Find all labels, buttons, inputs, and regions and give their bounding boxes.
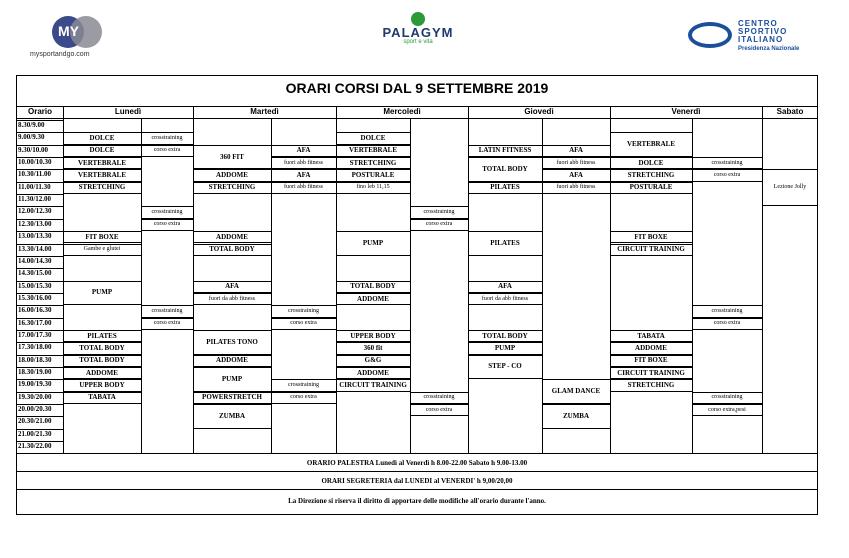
course-cell: fuori da abb fitness xyxy=(468,293,542,305)
course-cell: AFA xyxy=(542,169,610,181)
csi-mark-icon xyxy=(688,22,732,48)
course-cell: UPPER BODY xyxy=(63,379,141,391)
course-cell: DOLCE xyxy=(63,132,141,144)
course-cell: ADDOME xyxy=(610,342,692,354)
course-cell: 360 fit xyxy=(336,342,410,354)
course-cell: corso extra xyxy=(692,318,762,330)
course-cell: fino leb 11,15 xyxy=(336,182,410,194)
header-martedi: Martedì xyxy=(250,107,279,116)
time-slot: 14.30/15.00 xyxy=(18,269,52,278)
course-cell: crosstraining xyxy=(141,206,193,218)
course-cell: AFA xyxy=(468,281,542,293)
time-slot: 16.30/17.00 xyxy=(18,318,52,327)
course-cell: Gambe e glutei xyxy=(63,244,141,256)
course-cell: CIRCUIT TRAINING xyxy=(610,244,692,256)
course-cell: corso extra xyxy=(692,169,762,181)
course-cell: PILATES xyxy=(468,231,542,256)
course-cell: crosstraining xyxy=(141,305,193,317)
course-cell: PILATES TONO xyxy=(193,330,271,355)
time-slot: 17.30/18.00 xyxy=(18,343,52,352)
course-cell: STRETCHING xyxy=(336,157,410,169)
course-cell: VERTEBRALE xyxy=(610,132,692,157)
course-cell: G&G xyxy=(336,355,410,367)
time-slot: 9.30/10.00 xyxy=(18,145,48,154)
course-cell: corso extra xyxy=(141,318,193,330)
csi-line2: SPORTIVO xyxy=(738,27,788,36)
course-cell: GLAM DANCE xyxy=(542,379,610,404)
sub-column-line xyxy=(141,118,142,453)
header-lunedi: Lunedì xyxy=(114,107,142,116)
footer-divider-2 xyxy=(16,489,818,490)
csi-logo xyxy=(688,20,818,52)
mysportandgo-logo xyxy=(30,16,125,56)
header-venerdi: Venerdì xyxy=(671,107,701,116)
course-cell: ADDOME xyxy=(193,231,271,243)
course-cell: TOTAL BODY xyxy=(63,342,141,354)
course-cell: corso extra,pesi xyxy=(692,404,762,416)
course-cell: CIRCUIT TRAINING xyxy=(610,367,692,379)
course-cell: STEP - CO xyxy=(468,355,542,380)
course-cell: DOLCE xyxy=(336,132,410,144)
course-cell: VERTEBRALE xyxy=(336,145,410,157)
time-slot: 8.30/9.00 xyxy=(18,121,45,129)
course-cell: PUMP xyxy=(193,367,271,392)
course-cell: TOTAL BODY xyxy=(468,157,542,182)
course-cell: PILATES xyxy=(468,182,542,194)
time-slot: 14.00/14.30 xyxy=(18,256,52,265)
course-cell: crosstraining xyxy=(410,392,468,404)
course-cell: ZUMBA xyxy=(542,404,610,429)
course-cell: POWERSTRETCH xyxy=(193,392,271,404)
time-slot: 20.00/20.30 xyxy=(18,405,52,414)
time-slot: 17.00/17.30 xyxy=(18,330,52,339)
time-slot: 18.00/18.30 xyxy=(18,355,52,364)
course-cell: PUMP xyxy=(63,281,141,306)
course-cell: FIT BOXE xyxy=(610,355,692,367)
course-cell: AFA xyxy=(193,281,271,293)
course-cell: crosstraining xyxy=(692,392,762,404)
course-cell: AFA xyxy=(271,145,336,157)
course-cell: crosstraining xyxy=(410,206,468,218)
course-cell: DOLCE xyxy=(63,145,141,157)
course-cell: corso extra xyxy=(271,392,336,404)
course-cell: TABATA xyxy=(63,392,141,404)
time-slot: 20.30/21.00 xyxy=(18,417,52,426)
time-slot: 18.30/19.00 xyxy=(18,368,52,376)
course-cell: fuori da abb fitness xyxy=(193,293,271,305)
palagym-logo xyxy=(358,12,478,52)
header-sabato: Sabato xyxy=(776,107,804,116)
course-cell: TOTAL BODY xyxy=(468,330,542,342)
course-cell: corso extra xyxy=(271,318,336,330)
course-cell: ADDOME xyxy=(193,355,271,367)
time-slot: 11.30/12.00 xyxy=(18,195,52,204)
header-giovedi: Giovedì xyxy=(524,107,554,116)
course-cell: crosstraining xyxy=(692,157,762,169)
time-slot: 19.00/19.30 xyxy=(18,380,52,389)
header-divider xyxy=(16,118,818,119)
course-cell: CIRCUIT TRAINING xyxy=(336,379,410,391)
course-cell: POSTURALE xyxy=(610,182,692,194)
time-slot: 9.00/9.30 xyxy=(18,133,45,142)
course-cell: DOLCE xyxy=(610,157,692,169)
csi-line3: ITALIANO xyxy=(738,35,784,44)
course-cell: TOTAL BODY xyxy=(336,281,410,293)
time-slot: 19.30/20.00 xyxy=(18,392,52,401)
course-cell: ADDOME xyxy=(63,367,141,379)
csi-line1: CENTRO xyxy=(738,19,778,28)
header-orario: Orario xyxy=(27,107,52,116)
palagym-sub: sport e vita xyxy=(403,39,433,45)
course-cell: LATIN FITNESS xyxy=(468,145,542,157)
course-cell: corso extra xyxy=(410,404,468,416)
course-cell: corso extra xyxy=(141,219,193,231)
csi-name xyxy=(738,20,787,44)
course-cell: TOTAL BODY xyxy=(193,244,271,256)
footer-divider-1 xyxy=(16,471,818,472)
time-slot: 21.00/21.30 xyxy=(18,429,52,438)
course-cell: PUMP xyxy=(336,231,410,256)
course-cell: STRETCHING xyxy=(610,379,692,391)
course-cell: ADDOME xyxy=(336,367,410,379)
logo-my-url: mysportandgo.com xyxy=(30,51,90,58)
course-cell: POSTURALE xyxy=(336,169,410,181)
grid-bottom-line xyxy=(16,453,818,454)
footer-note: La Direzione si riserva il diritto di apportare delle modifiche all'orario durante l'anno. xyxy=(288,497,546,505)
header-mercoledi: Mercoledì xyxy=(383,107,421,116)
time-slot: 13.00/13.30 xyxy=(18,232,52,241)
course-cell: corso extra xyxy=(141,145,193,157)
course-cell: PUMP xyxy=(468,342,542,354)
title-divider xyxy=(16,106,818,107)
footer-palestra: ORARIO PALESTRA Lunedì al Venerdì h 8.00-22.00 Sabato h 9.00-13.00 xyxy=(306,459,528,467)
course-cell: VERTEBRALE xyxy=(63,157,141,169)
course-cell: TABATA xyxy=(610,330,692,342)
time-slot: 11.00/11.30 xyxy=(18,182,51,191)
course-cell: AFA xyxy=(271,169,336,181)
course-cell: FIT BOXE xyxy=(63,231,141,243)
course-cell: fuori abb fitness xyxy=(542,157,610,169)
course-cell: fuori abb fitness xyxy=(271,182,336,194)
course-cell: ADDOME xyxy=(336,293,410,305)
course-cell: corso extra xyxy=(410,219,468,231)
time-slot: 15.00/15.30 xyxy=(18,281,52,290)
time-slot: 13.30/14.00 xyxy=(18,244,52,253)
course-cell: VERTEBRALE xyxy=(63,169,141,181)
time-slot: 10.30/11.00 xyxy=(18,170,52,179)
course-cell: 360 FIT xyxy=(193,145,271,170)
course-cell: UPPER BODY xyxy=(336,330,410,342)
course-cell: STRETCHING xyxy=(63,182,141,194)
schedule-title: ORARI CORSI DAL 9 SETTEMBRE 2019 xyxy=(285,80,549,96)
course-cell: fuori abb fitness xyxy=(542,182,610,194)
time-slot: 16.00/16.30 xyxy=(18,306,52,315)
course-cell: PILATES xyxy=(63,330,141,342)
day-column-line xyxy=(762,106,763,453)
course-cell: crosstraining xyxy=(692,305,762,317)
course-cell: Lezione Jolly xyxy=(762,169,818,206)
course-cell: TOTAL BODY xyxy=(63,355,141,367)
course-cell: STRETCHING xyxy=(610,169,692,181)
course-cell: crosstraining xyxy=(271,305,336,317)
palagym-name: PALAGYM xyxy=(382,25,454,40)
csi-subtitle: Presidenza Nazionale xyxy=(738,46,800,52)
course-cell: STRETCHING xyxy=(193,182,271,194)
time-slot: 12.00/12.30 xyxy=(18,207,52,216)
course-cell: ADDOME xyxy=(193,169,271,181)
course-cell: FIT BOXE xyxy=(610,231,692,243)
palagym-figure-icon xyxy=(411,12,425,26)
course-cell: ZUMBA xyxy=(193,404,271,429)
course-cell: AFA xyxy=(542,145,610,157)
time-slot: 12.30/13.00 xyxy=(18,219,52,228)
time-slot: 15.30/16.00 xyxy=(18,293,52,302)
course-cell: crosstraining xyxy=(141,132,193,144)
course-cell: crosstraining xyxy=(271,379,336,391)
time-slot: 10.00/10.30 xyxy=(18,158,52,167)
course-cell: fuori abb fitness xyxy=(271,157,336,169)
footer-segreteria: ORARI SEGRETERIA dal LUNEDI al VENERDI' h 9,00/20,00 xyxy=(321,477,513,485)
time-slot: 21.30/22.00 xyxy=(18,442,52,451)
logo-my-text: MY xyxy=(58,23,79,39)
